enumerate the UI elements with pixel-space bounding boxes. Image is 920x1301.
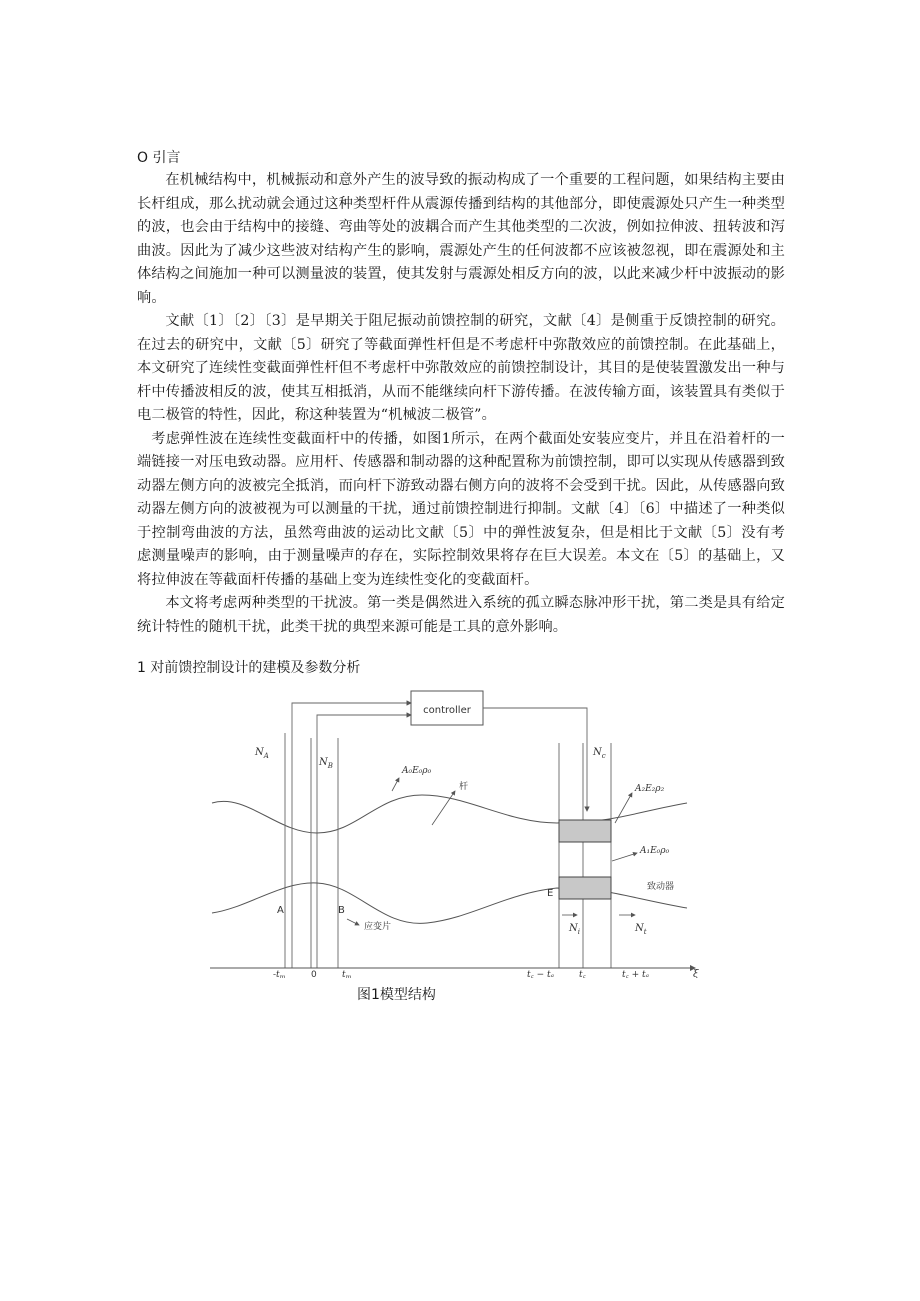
label-B: B xyxy=(338,905,345,916)
label-rod-params2: A₁E₀ρ₀ xyxy=(640,846,670,856)
label-Nc: $N_c$ xyxy=(593,747,606,760)
actuator-block-upper xyxy=(559,820,611,842)
tick-tc-plus-ta: t꜀ + tₐ xyxy=(622,970,649,978)
signal-line-out xyxy=(483,708,587,811)
section-heading-1: 1 对前馈控制设计的建模及参数分析 xyxy=(137,660,361,676)
label-rod: 杆 xyxy=(459,782,469,792)
signal-line-A xyxy=(292,703,411,968)
paragraph-1: 在机械结构中，机械振动和意外产生的波导致的振动构成了一个重要的工程问题，如果结构主要由长杆组成，那么扰动就会通过这种类型杆件从震源传播到结构的其他部分，即使震源处只产生一种类型的波，也会由于结构中的接缝、弯曲等处的波耦合而产生其他类型的二次波，例如拉伸波、扭转波和泻曲波。因此为了减少这些波对结构产生的影响，震源处产生的任何波都不应该被忽视，即在震源处和主体结构之间施加一种可以测量波的装置，使其发射与震源处相反方向的波，以此来减少杆中波振动的影响。 xyxy=(137,172,785,306)
actuator-block-lower xyxy=(559,877,611,899)
rod-params2-arrow xyxy=(612,853,637,861)
section-heading-intro: O 引言 xyxy=(137,150,181,166)
label-E: E xyxy=(547,888,554,899)
rod-params-arrow xyxy=(392,778,399,791)
pzt-params-arrow xyxy=(615,793,632,823)
label-strain-gauge: 应变片 xyxy=(364,922,392,932)
label-Ni: $N_i$ xyxy=(569,923,580,936)
rod-upper-edge xyxy=(212,795,687,833)
paragraph-4: 本文将考虑两种类型的干扰波。第一类是偶然进入系统的孤立瞬态脉冲形干扰，第二类是具有给定统计特性的随机干扰，此类干扰的典型来源可能是工具的意外影响。 xyxy=(137,595,785,635)
rod-lower-edge xyxy=(212,883,687,924)
tick-tm: $t_m$ xyxy=(342,970,352,978)
tick-tc: t꜀ xyxy=(579,970,586,978)
tick-zero: 0 xyxy=(311,970,317,978)
figure-diagram xyxy=(207,683,705,978)
label-NA: $N_A$ xyxy=(255,747,269,760)
paragraph-3: 考虑弹性波在连续性变截面杆中的传播，如图1所示，在两个截面处安装应变片，并且在沿着杆的一端链接一对压电致动器。应用杆、传感器和制动器的这种配置称为前馈控制，即可以实现从传感器到致动器左侧方向的波被完全抵消，而向杆下游致动器右侧方向的波将不会受到干扰。因此，从传感器向致动器左侧方向的波被视为可以测量的干扰，通过前馈控制进行抑制。文献〔4〕〔6〕中描述了一种类似于控制弯曲波的方法，虽然弯曲波的运动比文献〔5〕中的弹性波复杂，但是相比于文献〔5〕没有考虑测量噪声的影响，由于测量噪声的存在，实际控制效果将存在巨大误差。本文在〔5〕的基础上，又将拉伸波在等截面杆传播的基础上变为连续性变化的变截面杆。 xyxy=(137,430,785,588)
label-Nt: $N_t$ xyxy=(635,923,647,936)
controller-label: controller xyxy=(423,705,471,716)
axis-label-xi: ξ xyxy=(693,969,699,978)
article-body xyxy=(137,147,785,679)
label-pzt-params: A₂E₂ρ₂ xyxy=(635,784,665,794)
paragraph-2: 文献〔1〕〔2〕〔3〕是早期关于阻尼振动前馈控制的研究，文献〔4〕是侧重于反馈控制的研究。在过去的研究中，文献〔5〕研究了等截面弹性杆但是不考虑杆中弥散效应的前馈控制。在此基础上，本文研究了连续性变截面弹性杆但不考虑杆中弥散效应的前馈控制设计，其目的是使装置激发出一种与杆中传播波相反的波，使其互相抵消，从而不能继续向杆下游传播。在波传输方面，该装置具有类似于电二极管的特性，因此，称这种装置为“机械波二极管”。 xyxy=(137,313,785,423)
tick-neg-tm: $-t_m$ xyxy=(273,970,286,978)
model-structure-figure xyxy=(207,683,705,978)
label-actuator: 致动器 xyxy=(647,882,675,892)
figure-caption: 图1模型结构 xyxy=(357,987,436,1003)
label-A: A xyxy=(277,905,284,916)
tick-tc-minus-ta: t꜀ − tₐ xyxy=(527,970,554,978)
label-NB: $N_B$ xyxy=(319,757,333,770)
label-rod-params: A₀E₀ρ₀ xyxy=(402,766,432,776)
strain-gauge-arrow xyxy=(347,919,359,925)
